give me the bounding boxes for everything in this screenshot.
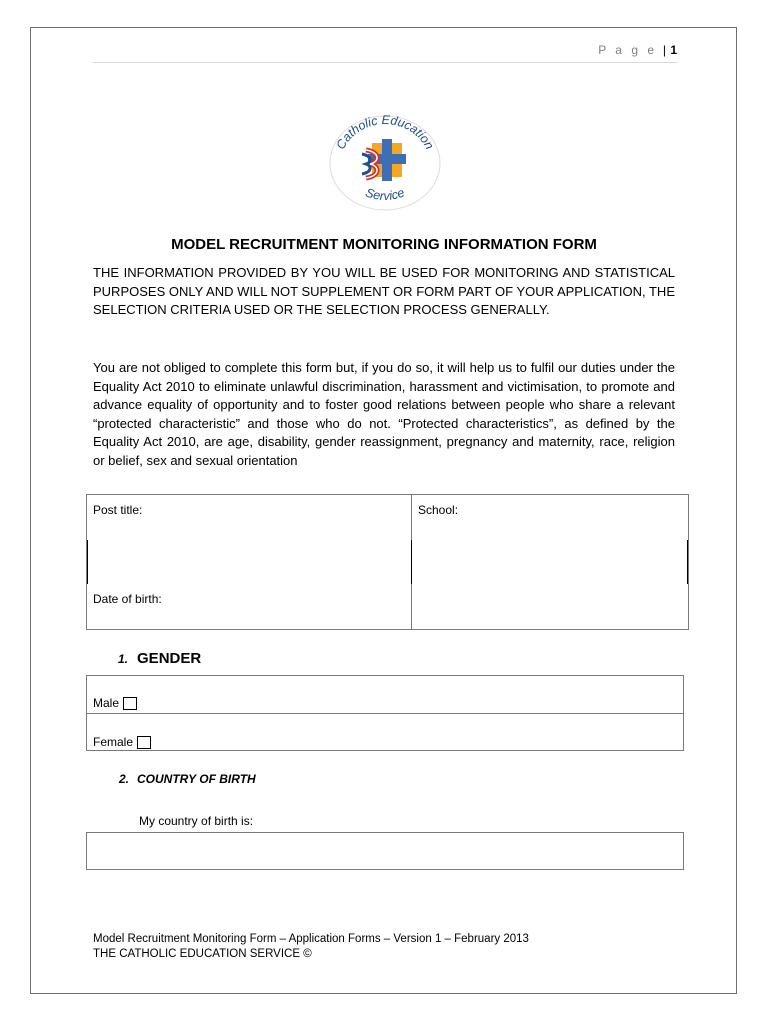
section-title: COUNTRY OF BIRTH	[137, 772, 256, 786]
section-number: 2.	[119, 772, 130, 786]
page-footer	[93, 932, 529, 962]
date-of-birth-field[interactable]: Date of birth:	[93, 592, 162, 606]
logo-graphic	[326, 114, 444, 212]
female-label: Female	[93, 735, 134, 749]
gender-option-female[interactable]	[93, 735, 151, 749]
section-number: 1.	[118, 652, 129, 666]
intro-paragraph: THE INFORMATION PROVIDED BY YOU WILL BE USED FOR MONITORING AND STATISTICAL PURPOSES ONLY AND WILL NOT SUPPLEMENT OR FORM PART OF YOUR APPLICATION, THE SELECTION CRITERIA USED OR THE SELECTION PROCESS GENERALLY.	[93, 265, 675, 318]
form-title: MODEL RECRUITMENT MONITORING INFORMATION FORM	[171, 236, 597, 253]
details-middle-mark	[411, 540, 412, 584]
gender-options-box	[86, 675, 684, 751]
details-left-mark	[87, 540, 88, 584]
male-checkbox[interactable]	[123, 697, 137, 710]
footer-line-2: THE CATHOLIC EDUCATION SERVICE ©	[93, 948, 312, 960]
country-of-birth-prompt: My country of birth is:	[139, 814, 254, 828]
male-label: Male	[93, 696, 120, 710]
post-title-field[interactable]: Post title:	[93, 503, 143, 517]
page-header	[93, 43, 677, 63]
country-of-birth-field[interactable]	[86, 832, 684, 870]
catholic-education-service-logo	[326, 114, 444, 212]
female-checkbox[interactable]	[137, 736, 151, 749]
logo-text-top: Catholic Education	[333, 114, 437, 152]
page-number: 1	[670, 43, 677, 57]
applicant-details-box	[86, 494, 689, 630]
notice-paragraph: You are not obliged to complete this form but, if you do so, it will help us to fulfil our duties under the Equality Act 2010 to eliminate unlawful discrimination, harassment and victimisation, to promote and advance equality of opportunity and to foster good relations between people who share a relevant “protected characteristic” and those who do not. “Protected characteristics”, as defined by the Equality Act 2010, are age, disability, gender reassignment, pregnancy and maternity, race, religion or belief, sex and sexual orientation	[93, 360, 675, 468]
school-field[interactable]: School:	[418, 503, 459, 517]
footer-line-1: Model Recruitment Monitoring Form – Application Forms – Version 1 – February 2013	[93, 933, 529, 945]
logo-text-bottom: Service	[363, 185, 407, 204]
page-separator: |	[662, 43, 666, 57]
page-label: P a g e	[598, 43, 657, 57]
section-country-heading	[119, 772, 256, 786]
details-right-mark	[687, 540, 688, 584]
gender-divider	[87, 713, 683, 714]
section-gender-heading	[118, 650, 201, 668]
section-title: GENDER	[137, 650, 202, 667]
gender-option-male[interactable]	[93, 696, 137, 710]
